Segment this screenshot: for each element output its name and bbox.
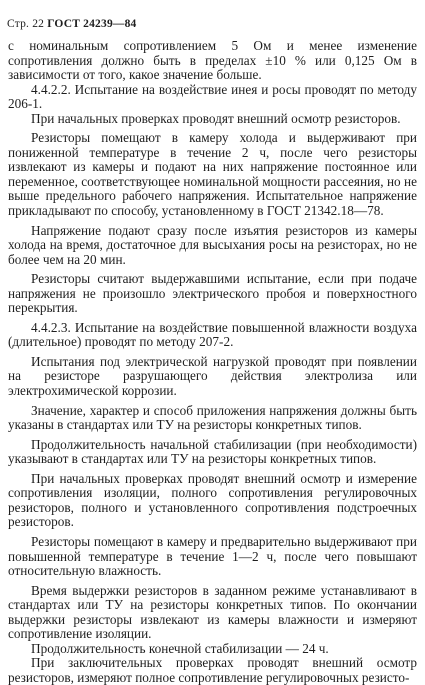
- paragraph: Продолжительность начальной стабилизации (при необходимости) указывают в стандартах или ТУ на резисторы конкретных типов.: [8, 436, 417, 467]
- paragraph: При начальных проверках проводят внешний осмотр резисторов.: [31, 110, 401, 126]
- paragraph: Резисторы помещают в камеру холода и выдерживают при пониженной температуре в течение 2 ч, после чего резисторы извлекают из камеры и подают на них напряжение постоянное или переменное, соответствующее номинальной мощности рассеяния, но не выше предельного рабочего напряжения. Испытательное напряжение прикладывают по способу, установленному в ГОСТ 21342.18—78.: [8, 130, 417, 219]
- paragraph: При начальных проверках проводят внешний осмотр и измерение сопротивления изоляции, полного сопротивления регулировочных резисторов, полного и установленного сопротивления подстроечных резисторов.: [8, 470, 417, 530]
- page-number: 22: [32, 18, 45, 30]
- standard-designation: ГОСТ 24239—84: [47, 18, 137, 30]
- paragraph: с номинальным сопротивлением 5 Ом и менее изменение сопротивления должно быть в пределах ±10 % или 0,125 Ом в зависимости от того, какое значение больше.: [8, 38, 417, 83]
- paragraph: Значение, характер и способ приложения напряжения должны быть указаны в стандартах или ТУ на резисторы конкретных типов.: [8, 402, 417, 433]
- document-body: [8, 39, 417, 685]
- paragraph: Резисторы считают выдержавшими испытание, если при подаче напряжения не произошло электрического пробоя и поверхностного перекрытия.: [8, 271, 417, 316]
- paragraph: Испытания под электрической нагрузкой проводят при появлении на резисторе разрушающего действия электролиза или электрохимической коррозии.: [8, 353, 417, 399]
- section-heading-4-4-2-3: 4.4.2.3. Испытание на воздействие повышенной влажности воздуха (длительное) проводят по методу 207-2.: [8, 319, 417, 350]
- page-header: [7, 18, 137, 30]
- paragraph: Резисторы помещают в камеру и предварительно выдерживают при повышенной температуре в течение 1—2 ч, после чего повышают относительную влажность.: [8, 533, 417, 579]
- paragraph: Напряжение подают сразу после изъятия резисторов из камеры холода на время, достаточное для высыхания росы на резисторах, но не более чем на 20 мин.: [8, 222, 417, 267]
- paragraph: Продолжительность конечной стабилизации — 24 ч.: [31, 640, 329, 656]
- paragraph: При заключительных проверках проводят внешний осмотр резисторов, измеряют полное сопротивление регулировочных резисто-: [8, 655, 417, 685]
- page-label: Стр.: [7, 18, 30, 30]
- section-heading-4-4-2-2: 4.4.2.2. Испытание на воздействие инея и росы проводят по методу 206-1.: [8, 81, 417, 112]
- paragraph: Время выдержки резисторов в заданном режиме устанавливают в стандартах или ТУ на резисторы конкретных типов. По окончании выдержки резисторы извлекают из камеры влажности и измеряют сопротивление изоляции.: [8, 582, 417, 642]
